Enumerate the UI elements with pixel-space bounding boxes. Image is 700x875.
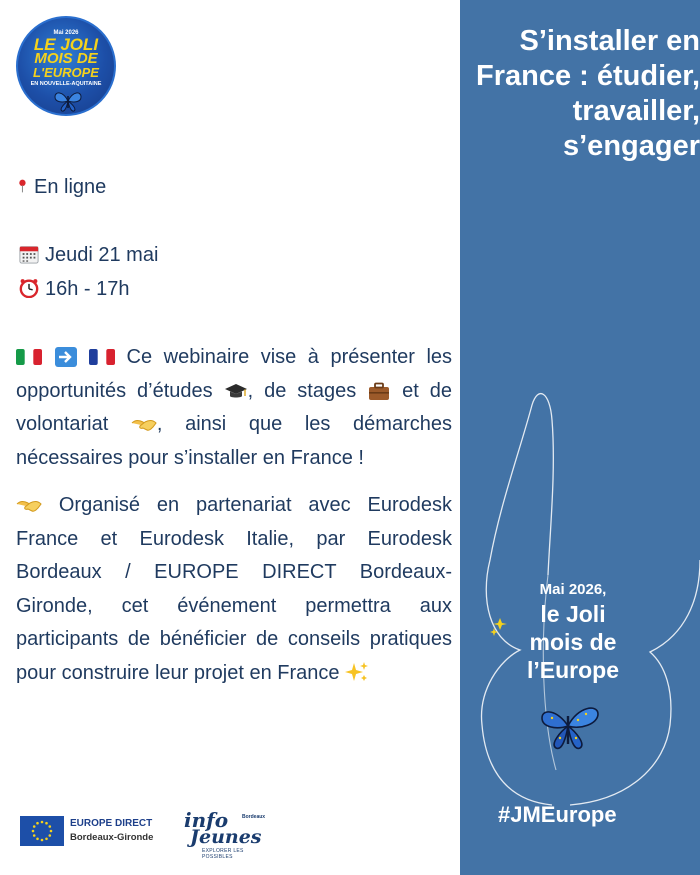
right-panel	[460, 0, 700, 875]
badge-line-2: MOIS DE	[34, 50, 98, 67]
desc-text-b: , de stages	[247, 379, 357, 402]
time-text: 16h - 17h	[45, 278, 130, 300]
handshake-icon	[16, 495, 42, 515]
calendar-icon	[18, 244, 40, 264]
round-pushpin-icon	[18, 176, 32, 196]
hashtag: #JMEurope	[498, 802, 617, 827]
europe-direct-sub: Bordeaux-Gironde	[70, 832, 154, 843]
europe-direct-name: EUROPE DIRECT	[70, 818, 153, 829]
title-line-2: France : étudier,	[475, 60, 700, 92]
title-line-3: travailler,	[572, 95, 700, 127]
location-text: En ligne	[34, 176, 107, 198]
right-arrow-icon	[54, 347, 78, 367]
badge-line-4: EN NOUVELLE-AQUITAINE	[30, 81, 102, 87]
eu-flag-icon	[20, 816, 64, 846]
desc-text-d: , ainsi que les démarches nécessaires pour s’installer en France !	[16, 413, 452, 469]
sparkles-icon	[345, 661, 369, 683]
description-paragraph-2	[16, 489, 452, 690]
alarm-clock-icon	[18, 278, 40, 298]
infojeunes-tagline: EXPLORER LES POSSIBLES	[202, 848, 244, 860]
badge-line-3: L'EUROPE	[33, 65, 99, 80]
jm-line-2: le Joli	[540, 601, 606, 627]
jm-line-3: mois de	[529, 629, 617, 655]
desc-text-a: Ce webinaire vise à présenter les opportunités d’études	[16, 346, 453, 402]
badge-line-1: LE JOLI	[33, 35, 99, 54]
desc-text-p2: Organisé en partenariat avec Eurodesk France et Eurodesk Italie, par Eurodesk Bordeaux / EUROPE DIRECT Bordeaux-Gironde, cet événement permettra aux participants de bénéficier de conseils pratiques pour construire leur projet en France	[16, 494, 453, 684]
italy-flag-icon	[16, 347, 42, 367]
france-flag-icon	[89, 347, 115, 367]
butterfly-icon	[53, 89, 83, 113]
jm-line-4: l’Europe	[526, 657, 619, 683]
briefcase-icon	[367, 381, 391, 401]
location-line	[18, 176, 106, 199]
badge-year: Mai 2026	[53, 30, 79, 36]
graduation-cap-icon	[224, 381, 248, 401]
infojeunes-city: Bordeaux	[242, 814, 266, 820]
infojeunes-logo	[184, 808, 276, 860]
joli-mois-badge-logo	[16, 16, 116, 116]
date-line	[18, 244, 158, 267]
jm-line-1: Mai 2026,	[539, 581, 607, 598]
handshake-icon	[131, 414, 157, 434]
butterfly-outline-decoration	[460, 0, 700, 875]
desc-text-c: et de volontariat	[16, 379, 452, 435]
infojeunes-jeunes-text: Jeunes	[190, 826, 262, 848]
title-line-1: S’installer en	[519, 25, 700, 57]
europe-direct-logo	[20, 814, 190, 848]
infojeunes-info-text: info	[184, 808, 229, 832]
description-paragraph-1	[16, 341, 452, 475]
joli-mois-text	[498, 580, 648, 684]
date-text: Jeudi 21 mai	[45, 244, 159, 266]
time-line	[18, 278, 130, 301]
title-line-4: s’engager	[563, 130, 700, 162]
